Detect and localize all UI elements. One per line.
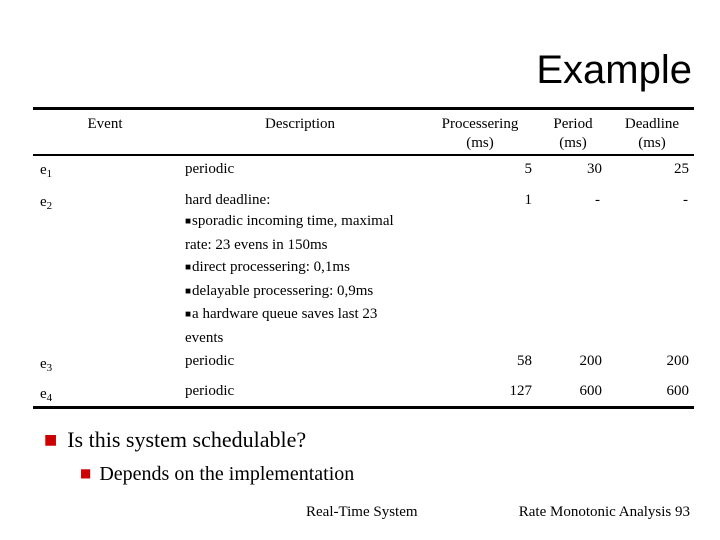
header-event: Event bbox=[87, 116, 123, 132]
row3-description: periodic bbox=[185, 353, 235, 369]
header-deadline-line2: (ms) bbox=[638, 135, 666, 151]
table-header-rule bbox=[33, 154, 694, 156]
bullet-square-icon: ■ bbox=[44, 432, 58, 448]
header-period bbox=[538, 115, 608, 153]
header-processing bbox=[425, 115, 535, 153]
row4-period: 600 bbox=[579, 383, 602, 399]
header-deadline bbox=[612, 115, 692, 153]
row2-detail-item: ■delayable processering: 0,9ms bbox=[185, 282, 374, 299]
bullet-square-icon: ■ bbox=[185, 262, 192, 273]
header-deadline-line1: Deadline bbox=[624, 116, 680, 132]
slide-title: Example bbox=[536, 48, 692, 92]
bullet-square-icon: ■ bbox=[185, 285, 192, 297]
bullet-square-icon: ■ bbox=[80, 466, 92, 480]
header-processing-line2: (ms) bbox=[466, 135, 494, 151]
bullet-square-icon: ■ bbox=[185, 216, 192, 227]
row2-deadline: - bbox=[683, 192, 688, 208]
header-period-line2: (ms) bbox=[559, 135, 587, 151]
row4-deadline: 600 bbox=[666, 383, 689, 399]
row2-detail-item: ■sporadic incoming time, maximal rate: 23 evens in 150ms bbox=[185, 213, 394, 253]
row2-details bbox=[185, 210, 415, 349]
header-description: Description bbox=[265, 116, 335, 132]
row2-detail-item: ■direct processering: 0,1ms bbox=[185, 259, 350, 275]
row2-detail-item: ■a hardware queue saves last 23 events bbox=[185, 306, 378, 346]
header-processing-line1: Processering bbox=[441, 116, 519, 132]
row1-period: 30 bbox=[587, 161, 602, 177]
row3-period: 200 bbox=[579, 353, 602, 369]
row3-deadline: 200 bbox=[666, 353, 689, 369]
footer-course: Real-Time System bbox=[306, 504, 418, 520]
footer-page: Rate Monotonic Analysis 93 bbox=[518, 504, 690, 520]
row2-event: $e_2$ bbox=[40, 194, 53, 212]
row1-event: $e_1$ bbox=[40, 162, 53, 180]
row1-description: periodic bbox=[185, 161, 235, 177]
row1-deadline: 25 bbox=[674, 161, 689, 177]
bullet-level2: ■ Depends on the implementation bbox=[80, 460, 354, 487]
row2-description: hard deadline: bbox=[185, 192, 271, 208]
row4-event: $e_4$ bbox=[40, 386, 53, 404]
bullet-level1: ■ Is this system schedulable? bbox=[44, 427, 307, 452]
header-period-line1: Period bbox=[553, 116, 593, 132]
bullet-square-icon: ■ bbox=[185, 309, 192, 320]
table-bottom-rule bbox=[33, 406, 694, 409]
row2-processing: 1 bbox=[524, 192, 532, 208]
row4-processing: 127 bbox=[509, 383, 532, 399]
row3-processing: 58 bbox=[517, 353, 532, 369]
table-top-rule bbox=[33, 107, 694, 110]
row2-period: - bbox=[595, 192, 600, 208]
row4-description: periodic bbox=[185, 383, 235, 399]
row3-event: $e_3$ bbox=[40, 356, 53, 374]
row1-processing: 5 bbox=[524, 161, 532, 177]
